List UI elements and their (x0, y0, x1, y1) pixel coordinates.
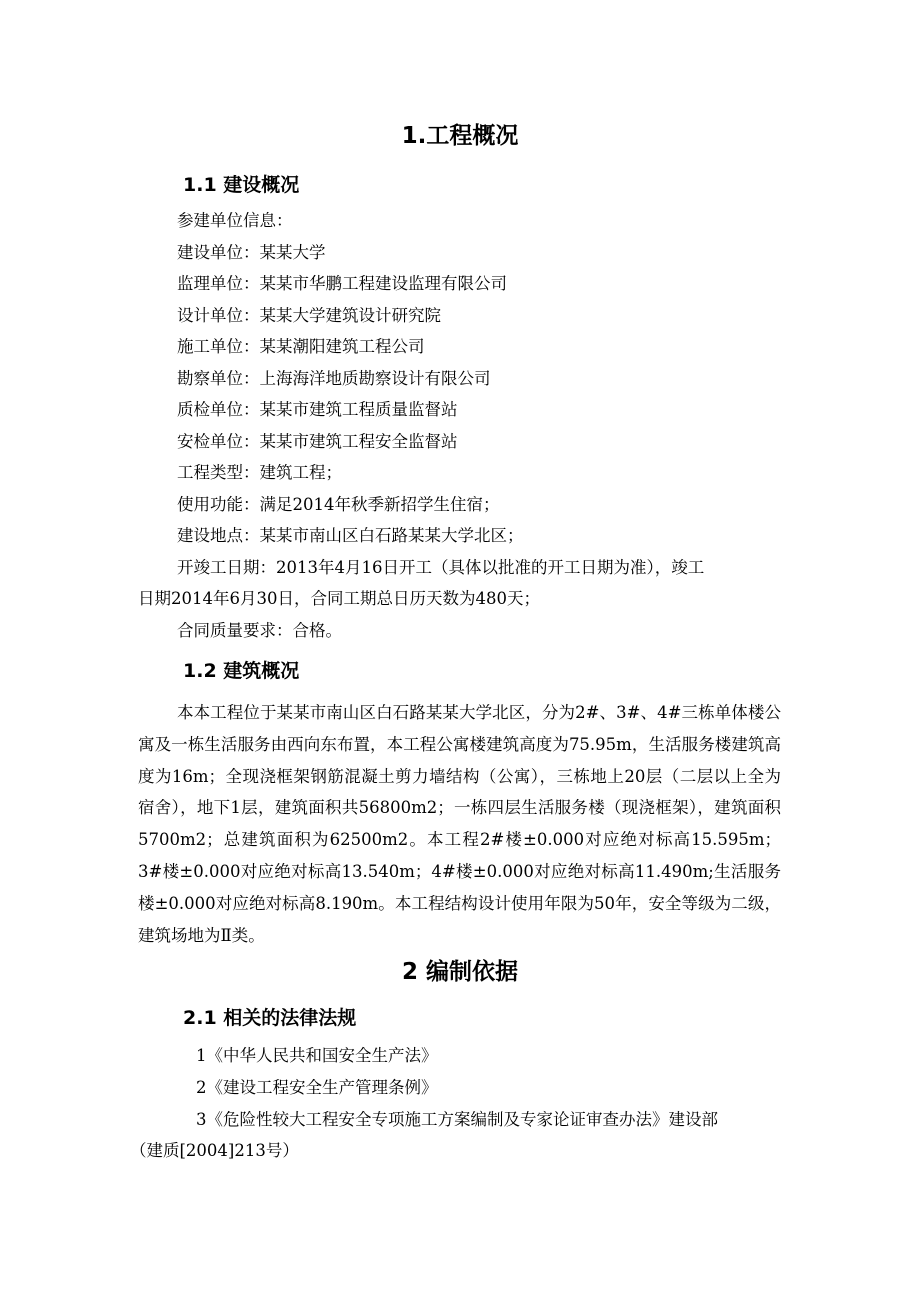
subsection-2-1-title: 2.1 相关的法律法规 (183, 1007, 357, 1029)
building-overview-paragraph: 本本工程位于某某市南山区白石路某某大学北区，分为2#、3#、4#三栋单体楼公寓及一栋生活服务由西向东布置，本工程公寓楼建筑高度为75.95m，生活服务楼建筑高度为16m；全现浇框架钢筋混凝土剪力墙结构（公寓），三栋地上20层（二层以上全为宿舍），地下1层，建筑面积共56800m2；一栋四层生活服务楼（现浇框架），建筑面积5700m2；总建筑面积为62500m2。本工程2#楼±0.000对应绝对标高15.595m；3#楼±0.000对应绝对标高13.540m；4#楼±0.000对应绝对标高11.490m;生活服务楼±0.000对应绝对标高8.190m。本工程结构设计使用年限为50年，安全等级为二级，建筑场地为Ⅱ类。 (138, 703, 781, 945)
schedule-line-1: 开竣工日期：2013年4月16日开工（具体以批准的开工日期为准），竣工 (177, 558, 705, 577)
client-unit: 建设单位：某某大学 (177, 243, 326, 262)
subsection-1-2-title: 1.2 建筑概况 (183, 660, 300, 682)
design-unit: 设计单位：某某大学建筑设计研究院 (177, 306, 441, 325)
section-1-title: 1.工程概况 (401, 123, 519, 149)
schedule-line-2: 日期2014年6月30日，合同工期总日历天数为480天； (138, 589, 540, 608)
quality-inspection-unit: 质检单位：某某市建筑工程质量监督站 (177, 400, 458, 419)
law-item-3-line-2: （建质[2004]213号） (130, 1141, 299, 1160)
usage-function: 使用功能：满足2014年秋季新招学生住宿； (177, 495, 500, 514)
law-item-2: 2《建设工程安全生产管理条例》 (196, 1078, 438, 1097)
quality-requirement: 合同质量要求：合格。 (177, 621, 342, 640)
supervision-unit: 监理单位：某某市华鹏工程建设监理有限公司 (177, 274, 507, 293)
law-item-1: 1《中华人民共和国安全生产法》 (196, 1046, 438, 1065)
construction-site: 建设地点：某某市南山区白石路某某大学北区； (177, 526, 524, 545)
survey-unit: 勘察单位：上海海洋地质勘察设计有限公司 (177, 369, 491, 388)
participants-heading: 参建单位信息： (177, 211, 293, 230)
safety-inspection-unit: 安检单位：某某市建筑工程安全监督站 (177, 432, 458, 451)
project-type: 工程类型：建筑工程； (177, 463, 342, 482)
section-2-title: 2 编制依据 (401, 959, 518, 985)
construction-unit: 施工单位：某某潮阳建筑工程公司 (177, 337, 425, 356)
subsection-1-1-title: 1.1 建设概况 (183, 174, 300, 196)
law-item-3-line-1: 3《危险性较大工程安全专项施工方案编制及专家论证审查办法》建设部 (196, 1110, 718, 1129)
